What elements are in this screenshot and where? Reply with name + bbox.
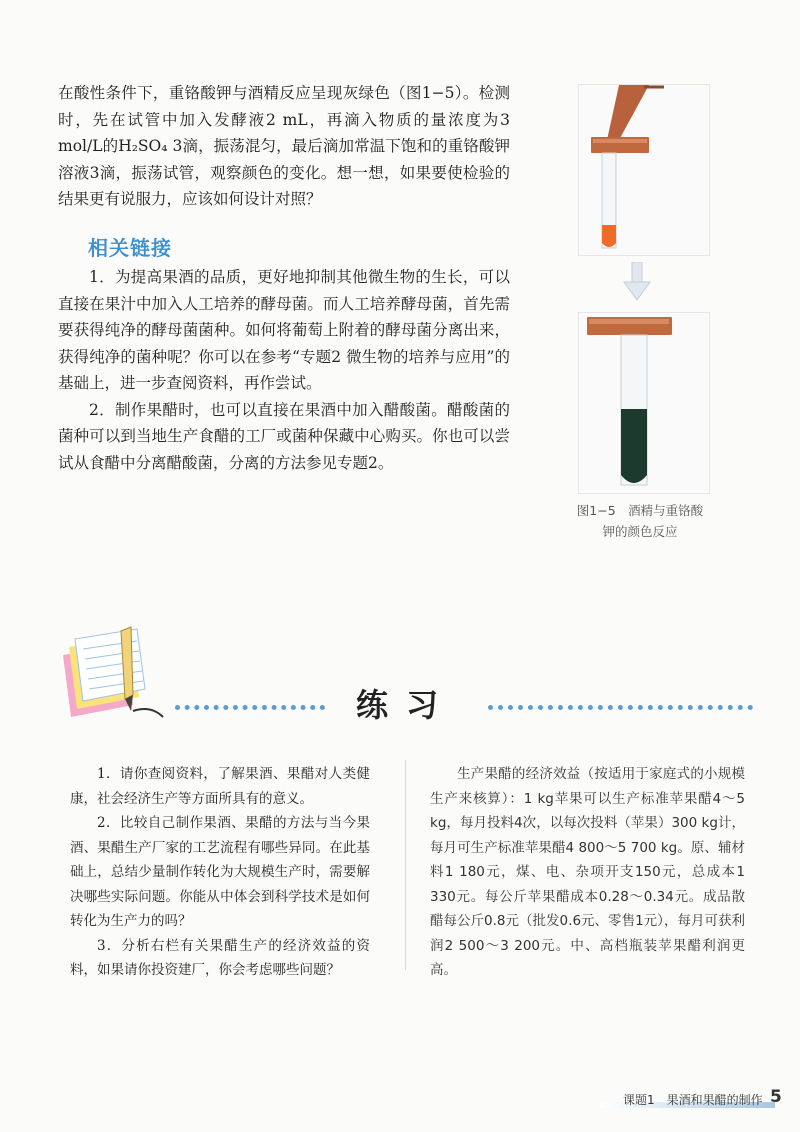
exercise-questions bbox=[70, 762, 370, 983]
related-item-2: 2．制作果醋时，也可以直接在果酒中加入醋酸菌。醋酸菌的菌种可以到当地生产食醋的工厂或菌种保藏中心购买。你也可以尝试从食醋中分离醋酸菌，分离的方法参见专题2。 bbox=[58, 400, 510, 472]
footer-chapter: 课题1 果酒和果醋的制作 bbox=[623, 1093, 763, 1107]
title-divider-right bbox=[488, 705, 753, 710]
paragraph-text: 在酸性条件下，重铬酸钾与酒精反应呈现灰绿色（图1−5）。检测时，先在试管中加入发酵液2 mL，再滴入物质的量浓度为3 mol/L的H₂SO₄ 3滴，振荡混匀，最后滴加常温下饱和的重铬酸钾溶液3滴，振荡试管，观察颜色的变化。想一想，如果要使检验的结果更有说服力，应该如何设计对照？ bbox=[58, 84, 510, 208]
notebook-pen-icon bbox=[55, 625, 170, 730]
exercise-item-3: 3．分析右栏有关果醋生产的经济效益的资料，如果请你投资建厂，你会考虑哪些问题？ bbox=[70, 937, 370, 978]
main-paragraph bbox=[58, 80, 510, 213]
column-divider bbox=[405, 760, 406, 970]
page-number: 5 bbox=[770, 1087, 782, 1107]
related-links-list bbox=[58, 264, 510, 476]
figure-caption bbox=[560, 500, 720, 542]
exercise-item-2: 2．比较自己制作果酒、果醋的方法与当今果酒、果醋生产厂家的工艺流程有哪些异同。在此基础上，总结少量制作转化为大规模生产时，需要解决哪些实际问题。你能从中体会到科学技术是如何转化为生产力的吗？ bbox=[70, 815, 370, 929]
title-divider-left bbox=[175, 705, 325, 710]
economic-benefit-note bbox=[430, 762, 745, 983]
exercise-item-1: 1．请你查阅资料，了解果酒、果醋对人类健康，社会经济生产等方面所具有的意义。 bbox=[70, 766, 370, 807]
caption-line-2: 钾的颜色反应 bbox=[602, 524, 678, 539]
related-links-heading: 相关链接 bbox=[88, 236, 172, 260]
exercise-title: 练习 bbox=[356, 686, 457, 724]
caption-line-1: 图1−5 酒精与重铬酸 bbox=[576, 503, 704, 518]
photo-test-tube-before bbox=[578, 84, 710, 256]
down-arrow-icon bbox=[622, 262, 652, 302]
photo-test-tube-after bbox=[578, 312, 710, 494]
test-tube-orange-illustration bbox=[579, 85, 709, 255]
side-note-text: 生产果醋的经济效益（按适用于家庭式的小规模生产来核算）：1 kg苹果可以生产标准苹果醋4～5 kg，每月投料4次，以每次投料（苹果）300 kg计，每月可生产标准苹果醋4 800～5 700 kg。原、辅材料1 180元，煤、电、杂项开支150元，总成本1 330元。每公斤苹果醋成本0.28～0.34元。成品散醋每公斤0.8元（批发0.6元、零售1元），每月可获利润2 500～3 200元。中、高档瓶装苹果醋利润更高。 bbox=[430, 766, 745, 978]
related-item-1: 1．为提高果酒的品质，更好地抑制其他微生物的生长，可以直接在果汁中加入人工培养的酵母菌。而人工培养酵母菌，首先需要获得纯净的酵母菌菌种。如何将葡萄上附着的酵母菌分离出来，获得纯净的菌种呢？你可以在参考“专题2 微生物的培养与应用”的基础上，进一步查阅资料，再作尝试。 bbox=[58, 268, 510, 392]
test-tube-green-illustration bbox=[579, 313, 709, 493]
